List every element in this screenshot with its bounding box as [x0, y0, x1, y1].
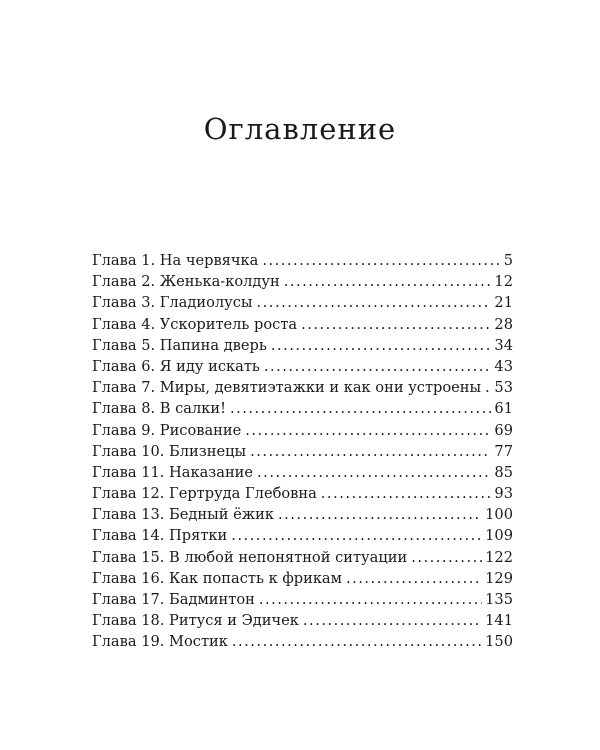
page-number: 69: [494, 421, 513, 439]
page-number: 122: [485, 548, 513, 566]
chapter-title: Глава 16. Как попасть к фрикам: [92, 569, 342, 587]
page-number: 34: [494, 336, 513, 354]
toc-entry: [92, 335, 513, 356]
dot-leader: [262, 250, 500, 271]
dot-leader: [278, 504, 482, 525]
toc-entry: [92, 462, 513, 483]
chapter-title: Глава 5. Папина дверь: [92, 336, 267, 354]
dot-leader: [264, 356, 492, 377]
toc-entry: [92, 314, 513, 335]
chapter-title: Глава 11. Наказание: [92, 463, 254, 481]
page-number: 53: [494, 379, 513, 397]
dot-leader: [257, 462, 491, 483]
chapter-title: Глава 19. Мостик: [92, 633, 228, 651]
toc-entry: [92, 631, 513, 652]
page-number: 129: [485, 569, 513, 587]
dot-leader: [271, 335, 492, 356]
dot-leader: [321, 483, 492, 504]
dot-leader: [257, 292, 492, 313]
page-number: 43: [494, 357, 513, 375]
chapter-title: Глава 18. Ритуся и Эдичек: [92, 612, 299, 630]
chapter-title: Глава 4. Ускоритель роста: [92, 315, 298, 333]
toc-entry: [92, 525, 513, 546]
toc-entry: [92, 504, 513, 525]
toc-entry: [92, 420, 513, 441]
toc-entry: [92, 568, 513, 589]
chapter-title: Глава 7. Миры, девятиэтажки и как они устроены: [92, 379, 482, 397]
page-number: 135: [485, 591, 513, 608]
page-number: 85: [494, 463, 513, 481]
page-number: 141: [485, 612, 513, 630]
chapter-title: Глава 14. Прятки: [92, 527, 228, 545]
toc-entry: [92, 589, 513, 610]
toc-entry: [92, 271, 513, 292]
page-number: 28: [494, 315, 513, 333]
page-number: 93: [494, 485, 513, 503]
dot-leader: [232, 631, 482, 652]
page-number: 61: [494, 400, 513, 418]
dot-leader: [231, 525, 482, 546]
chapter-title: Глава 3. Гладиолусы: [92, 294, 253, 312]
chapter-title: Глава 15. В любой непонятной ситуации: [92, 548, 408, 566]
page-title: Оглавление: [203, 112, 397, 146]
dot-leader: [346, 568, 482, 589]
page-number: 109: [485, 527, 513, 545]
toc-entry: [92, 483, 513, 504]
toc-entry: [92, 377, 513, 398]
page-number: 150: [485, 633, 513, 651]
dot-leader: [411, 547, 482, 568]
page-number: 21: [494, 294, 513, 312]
toc-entry: [92, 356, 513, 377]
dot-leader: [245, 420, 491, 441]
toc-entry: [92, 398, 513, 419]
page-number: 5: [503, 252, 513, 269]
chapter-title: Глава 12. Гертруда Глебовна: [92, 485, 317, 503]
dot-leader: [284, 271, 492, 292]
toc-entry: [92, 292, 513, 313]
chapter-title: Глава 8. В салки!: [92, 400, 226, 418]
chapter-title: Глава 6. Я иду искать: [92, 357, 260, 375]
toc-entry: [92, 547, 513, 568]
dot-leader: [259, 589, 482, 610]
toc-entry: [92, 441, 513, 462]
dot-leader: [303, 610, 482, 631]
dot-leader: [230, 398, 491, 419]
chapter-title: Глава 1. На червячка: [92, 252, 259, 269]
table-of-contents: [92, 250, 513, 653]
chapter-title: Глава 13. Бедный ёжик: [92, 506, 275, 524]
page-number: 12: [494, 273, 513, 291]
dot-leader: [301, 314, 491, 335]
page-number: 100: [485, 506, 513, 524]
chapter-title: Глава 9. Рисование: [92, 421, 242, 439]
toc-entry: [92, 610, 513, 631]
chapter-title: Глава 17. Бадминтон: [92, 591, 255, 608]
dot-leader: [250, 441, 491, 462]
page-number: 77: [494, 442, 513, 460]
toc-entry: [92, 250, 513, 271]
chapter-title: Глава 10. Близнецы: [92, 442, 247, 460]
chapter-title: Глава 2. Женька-колдун: [92, 273, 280, 291]
dot-leader: [485, 377, 491, 398]
